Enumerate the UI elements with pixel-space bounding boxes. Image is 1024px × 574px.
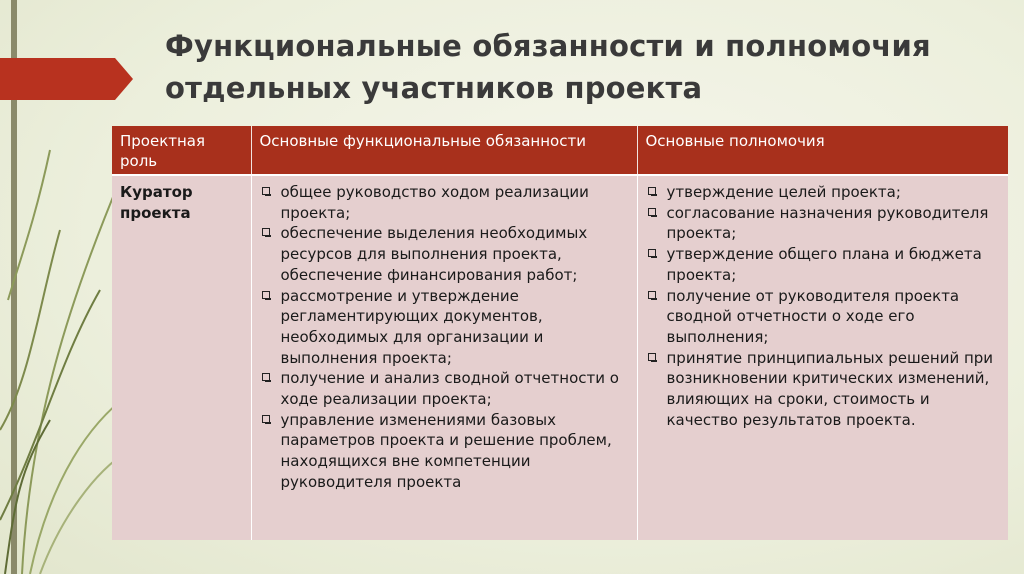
- duties-list: [260, 182, 629, 493]
- checkbox-bullet-icon: [648, 187, 656, 195]
- header-powers: Основные полномочия: [637, 126, 1008, 175]
- duty-text: обеспечение выделения необходимых ресурсов для выполнения проекта, обеспечение финансирования работ;: [280, 224, 588, 284]
- checkbox-bullet-icon: [262, 228, 270, 236]
- title-accent-arrow: [0, 58, 133, 100]
- powers-list: [646, 182, 1001, 430]
- checkbox-bullet-icon: [648, 208, 656, 216]
- power-text: утверждение общего плана и бюджета проекта;: [666, 245, 982, 284]
- power-text: получение от руководителя проекта сводной отчетности о ходе его выполнения;: [666, 286, 960, 346]
- list-item: [646, 348, 1001, 431]
- cell-powers: [637, 175, 1008, 540]
- power-text: утверждение целей проекта;: [666, 183, 901, 201]
- list-item: [646, 244, 1001, 285]
- roles-table: [112, 126, 1008, 540]
- list-item: [260, 410, 629, 493]
- table-row: [112, 175, 1008, 540]
- list-item: [260, 368, 629, 409]
- checkbox-bullet-icon: [648, 249, 656, 257]
- slide-title: [165, 25, 985, 109]
- title-line-2: отдельных участников проекта: [165, 71, 703, 105]
- power-text: согласование назначения руководителя проекта;: [666, 203, 989, 243]
- list-item: [260, 182, 629, 223]
- table-header-row: [112, 126, 1008, 175]
- checkbox-bullet-icon: [262, 415, 270, 423]
- title-line-1: Функциональные обязанности и полномочия: [165, 29, 931, 63]
- header-role: Проектная роль: [112, 126, 251, 175]
- list-item: [260, 223, 629, 285]
- checkbox-bullet-icon: [648, 291, 656, 299]
- list-item: [646, 182, 1001, 203]
- list-item: [646, 203, 1001, 244]
- checkbox-bullet-icon: [262, 373, 270, 381]
- duty-text: рассмотрение и утверждение регламентирующих документов, необходимых для организации и выполнения проекта;: [280, 286, 544, 367]
- list-item: [646, 286, 1001, 348]
- cell-duties: [251, 175, 637, 540]
- list-item: [260, 286, 629, 369]
- power-text: принятие принципиальных решений при возникновении критических изменений, влияющих на сроки, стоимость и качество результатов проекта.: [666, 348, 994, 429]
- duty-text: получение и анализ сводной отчетности о ходе реализации проекта;: [280, 369, 619, 409]
- checkbox-bullet-icon: [648, 353, 656, 361]
- checkbox-bullet-icon: [262, 291, 270, 299]
- header-duties: Основные функциональные обязанности: [251, 126, 637, 175]
- cell-role: Куратор проекта: [112, 175, 251, 540]
- duty-text: общее руководство ходом реализации проекта;: [280, 183, 589, 222]
- duty-text: управление изменениями базовых параметров проекта и решение проблем, находящихся вне компетенции руководителя проекта: [280, 410, 612, 491]
- roles-table-container: [112, 126, 1008, 540]
- checkbox-bullet-icon: [262, 187, 270, 195]
